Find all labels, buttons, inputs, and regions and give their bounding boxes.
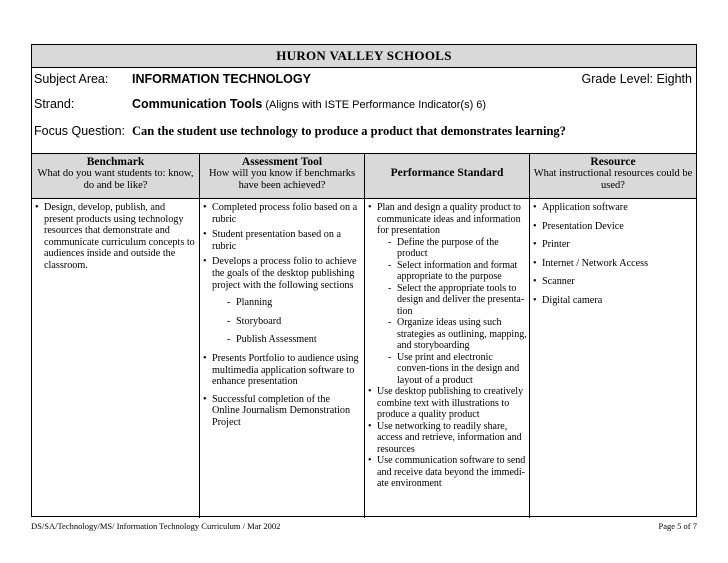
resource-text: Application software [542,202,628,213]
list-item [35,202,195,272]
bullet: • [368,455,372,466]
dash: - [227,315,231,327]
bullet: • [368,420,372,432]
header-performance [365,154,529,198]
dash: - [227,334,231,346]
performance-text: Use networking to readily share, access and retrieve, information and resources [377,420,522,455]
subject-area-value: INFORMATION TECHNOLOGY [132,72,311,86]
header-assessment-title: Assessment Tool [241,156,323,168]
performance-sub-text: Organize ideas using such strategies as outlining, mapping, and storyboarding [397,317,527,351]
bullet: • [533,276,537,288]
performance-text: Plan and design a quality product to communicate ideas and information for presentation [377,202,521,236]
header-benchmark [32,154,199,198]
column-divider [529,153,530,518]
sub-item [377,283,527,318]
bullet: • [533,220,537,232]
header-assessment [200,154,364,198]
sub-item [212,334,359,346]
header-performance-title: Performance Standard [390,167,504,179]
resource-text: Digital camera [542,294,603,306]
bullet: • [533,239,537,251]
dash: - [388,351,392,363]
assessment-text: Develops a process folio to achieve the goals of the desktop publishing project with the following sections [212,256,357,291]
strand-label: Strand: [34,97,75,111]
subject-area-label: Subject Area: [34,72,109,86]
benchmark-text: Design, develop, publish, and present products using technology resources that demonstrate and communicate curriculum concepts to audiences inside and outside the classroom. [44,202,195,271]
section-text: Storyboard [236,315,282,327]
performance-sub-text: Define the purpose of the product [397,236,499,259]
focus-question-label: Focus Question: [34,124,126,138]
dash: - [388,259,392,271]
page-number: Page 5 of 7 [658,521,697,531]
sub-item [212,316,359,328]
list-item [203,202,359,225]
footer-path: DS/SA/Technology/MS/ Information Technology Curriculum / Mar 2002 [31,521,281,531]
list-item [533,202,693,214]
bullet: • [203,229,207,241]
sub-item [377,260,527,283]
bullet: • [533,294,537,306]
header-benchmark-subtitle: What do you want students to: know, do and be like? [37,168,194,191]
assessment-text: Completed process folio based on a rubric [212,202,358,225]
dash: - [388,282,392,294]
header-resource-title: Resource [590,156,636,168]
focus-question-value: Can the student use technology to produce a product that demonstrates learning? [132,124,566,138]
performance-text: Use communication software to send and receive data beyond the immedi-ate environment [377,455,526,489]
dash: - [227,297,231,309]
bullet: • [368,202,372,213]
list-item [368,421,527,456]
list-item [533,276,693,288]
sub-item [377,352,527,387]
curriculum-page [31,44,697,517]
bullet: • [368,386,372,397]
bullet: • [35,202,39,213]
assessment-text: Successful completion of the Online Journalism Demonstration Project [212,393,351,428]
list-item [533,258,693,270]
resource-text: Presentation Device [542,220,624,232]
strand-note: (Aligns with ISTE Performance Indicator(s) 6) [262,99,487,111]
bullet: • [203,256,207,268]
assessment-column [203,202,359,433]
resource-text: Internet / Network Access [542,257,649,269]
list-item [203,353,359,388]
document-title: HURON VALLEY SCHOOLS [32,45,696,68]
strand-value: Communication Tools [132,97,263,111]
list-item [368,202,527,386]
resource-text: Printer [542,239,570,251]
sub-item [212,297,359,309]
benchmark-column [35,202,195,276]
dash: - [388,236,392,248]
bullet: • [203,352,207,364]
assessment-text: Student presentation based on a rubric [212,229,342,252]
resource-text: Scanner [542,276,575,288]
list-item [368,455,527,490]
column-divider [364,153,365,518]
performance-sub-text: Use print and electronic conven-tions in the design and layout of a product [397,351,520,386]
resource-column [533,202,693,314]
list-item [203,229,359,252]
assessment-text: Presents Portfolio to audience using multimedia application software to enhance presentation [212,352,359,388]
list-item [533,221,693,233]
bullet: • [533,257,537,269]
performance-column [368,202,527,490]
performance-text: Use desktop publishing to creatively combine text with illustrations to produce a quality product [377,386,524,420]
bullet: • [203,202,207,213]
list-item [533,239,693,251]
list-item [368,386,527,421]
list-item [533,295,693,307]
header-resource-subtitle: What instructional resources could be used? [533,168,693,191]
header-benchmark-title: Benchmark [86,156,145,168]
list-item [203,256,359,346]
performance-sub-text: Select the appropriate tools to design and deliver the presenta-tion [397,282,525,317]
column-divider [199,153,200,518]
section-text: Publish Assessment [236,334,317,346]
list-item [203,394,359,429]
section-text: Planning [236,297,273,309]
bullet: • [203,393,207,405]
header-resource [530,154,696,198]
strand-value-group [132,97,486,111]
sub-item [377,237,527,260]
header-assessment-subtitle: How will you know if benchmarks have been achieved? [208,168,356,191]
dash: - [388,317,392,328]
performance-sub-text: Select information and format appropriate to the purpose [397,259,518,282]
bullet: • [533,202,537,213]
sub-item [377,317,527,352]
grade-level: Grade Level: Eighth [581,72,692,86]
